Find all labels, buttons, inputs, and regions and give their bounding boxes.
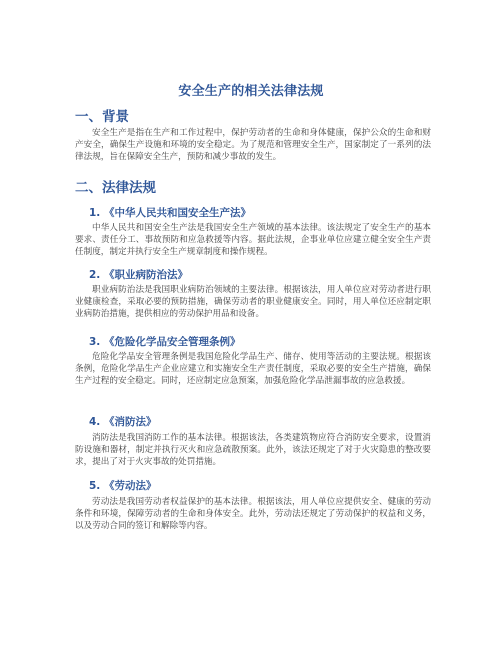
subsection-heading-labor-law: 5. 《劳动法》 <box>89 480 157 492</box>
section-heading-laws: 二、法律法规 <box>75 180 156 196</box>
subsection-heading-safety-production-law: 1. 《中华人民共和国安全生产法》 <box>89 207 251 219</box>
subsection-heading-fire-protection-law: 4. 《消防法》 <box>89 416 157 428</box>
subsection-heading-occupational-disease-law: 2. 《职业病防治法》 <box>89 269 188 281</box>
section-heading-background: 一、背景 <box>75 109 129 125</box>
subsection-paragraph-occupational-disease-law: 职业病防治法是我国职业病防治领域的主要法律。根据该法，用人单位应对劳动者进行职业健康检查，采取必要的预防措施，确保劳动者的职业健康安全。同时，用人单位还应制定职业病防治措施，提供相应的劳动保护用品和设备。 <box>75 285 431 320</box>
section-paragraph-background: 安全生产是指在生产和工作过程中，保护劳动者的生命和身体健康，保护公众的生命和财产安全，确保生产设施和环境的安全稳定。为了规范和管理安全生产，国家制定了一系列的法律法规，旨在保障安全生产，预防和减少事故的发生。 <box>75 128 431 163</box>
subsection-paragraph-labor-law: 劳动法是我国劳动者权益保护的基本法律。根据该法，用人单位应提供安全、健康的劳动条件和环境，保障劳动者的生命和身体安全。此外，劳动法还规定了劳动保护的权益和义务，以及劳动合同的签订和解除等内容。 <box>75 497 431 532</box>
subsection-heading-hazardous-chemicals-regulation: 3. 《危险化学品安全管理条例》 <box>89 336 241 348</box>
subsection-paragraph-fire-protection-law: 消防法是我国消防工作的基本法律。根据该法，各类建筑物应符合消防安全要求，设置消防设施和器材，制定并执行灭火和应急疏散预案。此外，该法还规定了对于火灾隐患的整改要求，提出了对于火灾事故的处罚措施。 <box>75 433 431 468</box>
subsection-paragraph-safety-production-law: 中华人民共和国安全生产法是我国安全生产领域的基本法律。该法规定了安全生产的基本要求、责任分工、事故预防和应急救援等内容。据此法规，企事业单位应建立健全安全生产责任制度，制定并执行安全生产规章制度和操作规程。 <box>75 223 431 258</box>
subsection-paragraph-hazardous-chemicals-regulation: 危险化学品安全管理条例是我国危险化学品生产、储存、使用等活动的主要法规。根据该条例，危险化学品生产企业应建立和实施安全生产责任制度，采取必要的安全生产措施，确保生产过程的安全稳定。同时，还应制定应急预案，加强危险化学品泄漏事故的应急救援。 <box>75 352 431 387</box>
document-title: 安全生产的相关法律法规 <box>178 84 324 99</box>
